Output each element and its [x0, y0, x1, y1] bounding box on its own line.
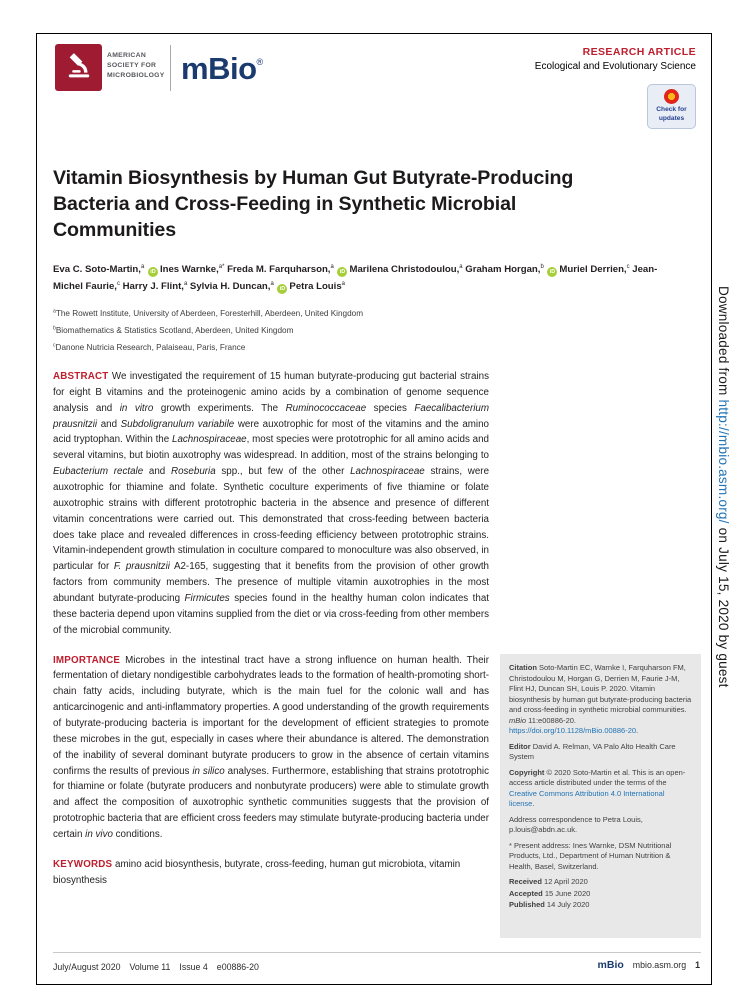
download-watermark: Downloaded from http://mbio.asm.org/ on July 15, 2020 by guest	[716, 286, 731, 688]
orcid-icon: iD	[277, 284, 287, 294]
text-link[interactable]: Creative Commons Attribution 4.0 International license	[509, 788, 665, 808]
asm-logo-line: AMERICAN	[107, 52, 147, 59]
abstract-paragraph: ABSTRACT We investigated the requirement of 15 human butyrate-producing gut bacterial strains for eight B vitamins and the proteinogenic amino acids by a combination of genome sequence analysis and in vitro growth experiments. The Ruminococcaceae species Faecalibacterium prausnitzii and Subdoligranulum variabile were auxotrophic for most of the vitamins and the amino acid tryptophan. Within the Lachnospiraceae, most species were prototrophic for all amino acids and several vitamins, but biotin auxotrophy was widespread. In addition, most of the strains belonging to Eubacterium rectale and Roseburia spp., but few of the other Lachnospiraceae strains, were auxotrophic for thiamine and folate. Synthetic coculture experiments of five thiamine or folate auxotrophic strains with different prototrophic bacteria in the absence and presence of different vitamin concentrations were carried out. This demonstrated that cross-feeding between bacteria does take place and revealed differences in cross-feeding efficiency between prototrophic strains. Vitamin-independent growth stimulation in coculture compared to monoculture was also observed, in particular for F. prausnitzii A2-165, suggesting that it benefits from the provision of other growth factors from community members. The presence of multiple vitamin auxotrophies in the most abundant butyrate-producing Firmicutes species found in the healthy human colon indicates that these bacteria depend upon vitamins supplied from the diet or via cross-feeding from other members of the microbial community.	[53, 371, 490, 636]
present-address-text: * Present address: Ines Warnke, DSM Nutritional Products, Ltd., Department of Human Nutrition & Health, Basel, Switzerland.	[509, 840, 672, 871]
affiliation: $^b$Biomathematics & Statistics Scotland, Aberdeen, United Kingdom	[53, 325, 294, 336]
importance-paragraph: IMPORTANCE Microbes in the intestinal tract have a strong influence on human health. Their fermentation of dietary nondigestible carbohydrates leads to the formation of health-promoting short-chain fatty acids, including butyrate, which is the main fuel for the colonic wall and has anticarcinogenic and anti-inflammatory properties. A good understanding of the growth requirements of butyrate-producing bacteria is important for the development of efficient strategies to promote these microbes in the gut, especially in cases where their abundance is altered. The demonstration of the inability of several dominant butyrate producers to grow in the absence of certain vitamins confirms the results of previous in silico analyses. Furthermore, establishing that strains prototrophic for thiamine or folate (butyrate producers and nonbutyrate producers) were able to stimulate growth and affect the composition of auxotrophic synthetic communities suggests that the provision of prototrophic bacteria that are efficient cross feeders may stimulate butyrate-producing bacteria under certain in vivo conditions.	[53, 654, 490, 841]
affiliation: $^c$Danone Nutricia Research, Palaiseau, Paris, France	[53, 342, 246, 353]
asm-logo-line: MICROBIOLOGY	[107, 71, 165, 79]
correspondence-text: Address correspondence to Petra Louis, p.louis@abdn.ac.uk.	[509, 814, 643, 834]
article-title: Vitamin Biosynthesis by Human Gut Butyrate-Producing Bacteria and Cross-Feeding in Synthetic Microbial Communities	[53, 167, 574, 242]
orcid-icon: iD	[547, 267, 557, 277]
footer-journal-info: mBio mbio.asm.org 1	[597, 959, 700, 971]
asm-logo	[55, 44, 102, 91]
orcid-icon: iD	[148, 267, 158, 277]
accepted-line: Accepted 15 June 2020	[509, 888, 591, 898]
check-for-updates-badge[interactable]	[647, 84, 696, 129]
journal-wordmark-text: mBio	[181, 51, 257, 86]
keywords-paragraph: KEYWORDS amino acid biosynthesis, butyrate, cross-feeding, human gut microbiota, vitamin biosynthesis	[53, 858, 461, 886]
asm-logo-text	[107, 51, 165, 81]
text-link[interactable]: https://doi.org/10.1128/mBio.00886-20	[509, 726, 637, 735]
editor-text: Editor David A. Relman, VA Palo Alto Health Care System	[509, 741, 676, 761]
crossmark-label	[656, 106, 686, 123]
crossmark-label-line2: updates	[658, 115, 685, 122]
received-line: Received 12 April 2020	[509, 877, 588, 886]
crossmark-icon	[664, 89, 679, 104]
copyright-text: Copyright © 2020 Soto-Martin et al. This is an open-access article distributed under the terms of the Creative Commons Attribution 4.0 International license.	[509, 767, 686, 808]
registered-mark: ®	[256, 57, 263, 67]
affiliation: $^a$The Rowett Institute, University of Aberdeen, Foresterhill, Aberdeen, United Kingdom	[53, 308, 364, 318]
orcid-icon: iD	[337, 267, 347, 277]
article-body	[53, 369, 489, 903]
text-link[interactable]: http://mbio.asm.org/	[716, 399, 731, 524]
asm-logo-line: SOCIETY FOR	[107, 61, 157, 69]
footer-divider	[53, 952, 701, 953]
published-line: Published 14 July 2020	[509, 900, 590, 909]
citation-text: Citation Soto-Martin EC, Warnke I, Farquharson FM, Christodoulou M, Horgan G, Derrien M, Faurie J-M, Flint HJ, Duncan SH, Louis P. 2020. Vitamin biosynthesis by human gut butyrate-producing bacteria and cross-feeding in synthetic microbial communities. mBio 11:e00886-20. https://doi.org/10.1128/mBio.00886-20.	[509, 663, 692, 735]
author-list: Eva C. Soto-Martin,$^a$ iD Ines Warnke,$^{a*}$ Freda M. Farquharson,$^a$ iD Marilena Christodoulou,$^a$ Graham Horgan,$^b$ iD Muriel Derrien,$^c$ Jean-Michel Faurie,$^c$ Harry J. Flint,$^a$ Sylvia H. Duncan,$^a$ iD Petra Louis$^a$	[53, 263, 658, 293]
citation-box	[500, 654, 701, 938]
logo-divider	[170, 45, 171, 91]
crossmark-label-line1: Check for	[656, 106, 687, 114]
asm-microscope-icon	[62, 48, 96, 87]
article-type-label: RESEARCH ARTICLE	[582, 46, 696, 58]
journal-section-label: Ecological and Evolutionary Science	[534, 61, 696, 72]
footer-issue-info: July/August 2020 Volume 11 Issue 4 e00886-20	[53, 962, 259, 972]
journal-wordmark	[181, 51, 263, 87]
affiliation-list	[53, 308, 653, 359]
